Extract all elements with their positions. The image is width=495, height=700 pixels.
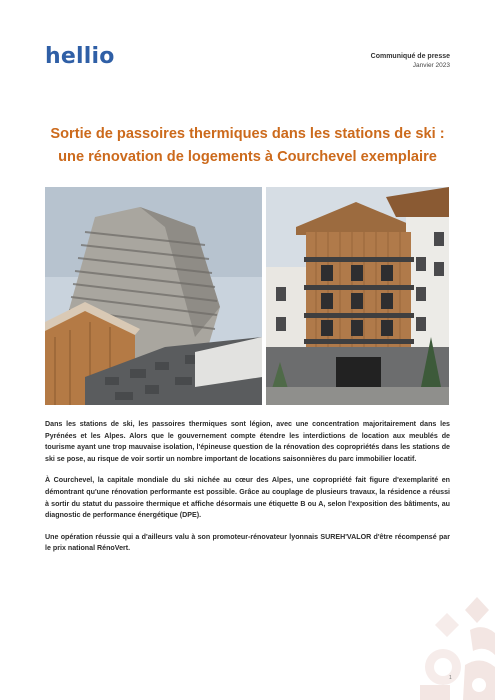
press-header [371,52,450,70]
document-type: Communiqué de presse [370,53,450,60]
press-release-body [45,419,450,555]
document-date: Janvier 2023 [412,62,450,69]
renovated-residence-illustration [266,187,449,405]
award-paragraph: Une opération réussie qui a d'ailleurs valu à son promoteur-rénovateur lyonnais SUREH'VALOR d'être récompensé par le prix national RénoVert. [45,532,450,553]
press-release-title [20,123,475,169]
title-line-2: une rénovation de logements à Courchevel exemplaire [58,149,437,165]
intro-paragraph: Dans les stations de ski, les passoires thermiques sont légion, avec une concentration majoritairement dans les Pyrénées et les Alpes. Alors que le gouvernement compte étendre les interdictions de location aux meublés de tourisme ayant une trop mauvaise isolation, l'épineuse question de la rénovation des copropriétés dans les stations de ski se pose, au risque de voir sortir un nombre important de locations saisonnières du parc immobilier locatif. [45,420,450,463]
decorative-brand-pattern [415,595,495,700]
title-line-1: Sortie de passoires thermiques dans les stations de ski : [50,126,445,142]
photo-renovated-residence [266,187,449,405]
page-number: 1 [449,675,452,681]
courchevel-paragraph: À Courchevel, la capitale mondiale du ski nichée au cœur des Alpes, une copropriété fait figure d'exemplarité en démontrant qu'une rénovation performante est possible. Grâce au couplage de plusieurs travaux, la résidence a réussi à sortir du statut du passoire thermique et affiche désormais une étiquette B ou A, selon l'exposition des bâtiments, au diagnostic de performance énergétique (DPE). [45,476,450,520]
tower-building-illustration [45,187,262,405]
hellio-logo: hellio [45,44,115,69]
photo-tower-building [45,187,262,405]
